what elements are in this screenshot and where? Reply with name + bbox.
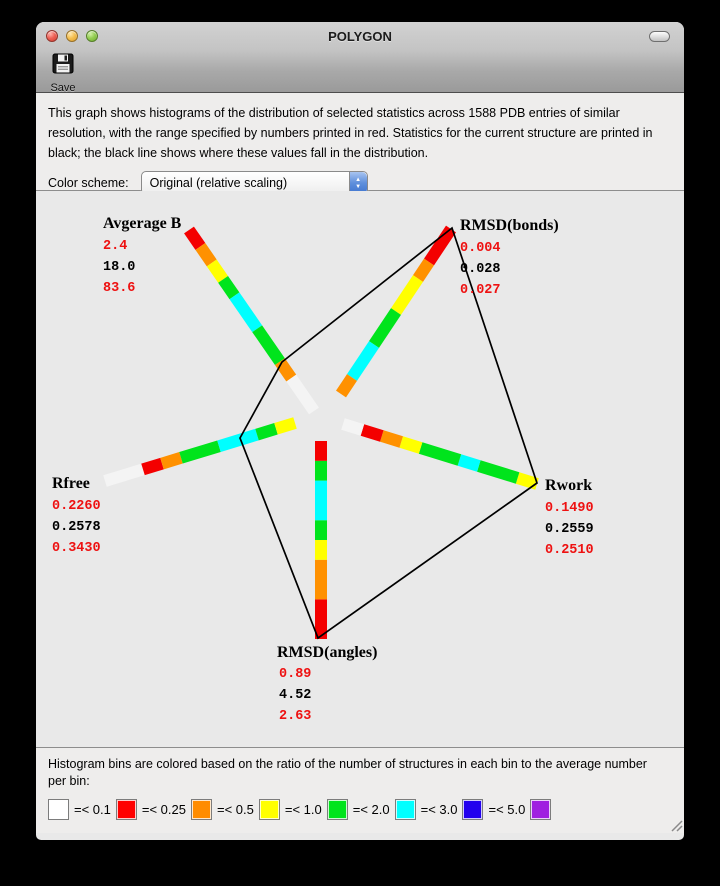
save-icon: [50, 52, 76, 81]
histogram-bin: [401, 442, 420, 448]
legend-bin-label: =< 2.0: [352, 802, 390, 817]
axis-label: Avgerage B: [103, 215, 182, 232]
histogram-bin: [343, 424, 362, 430]
histogram-bin: [276, 423, 295, 429]
legend-swatch: [462, 799, 483, 820]
legend-bin-label: =< 3.0: [420, 802, 458, 817]
histogram-bin: [421, 448, 460, 460]
axis-label: RMSD(angles): [277, 644, 378, 661]
histogram-bin: [162, 458, 181, 464]
histogram-bin: [418, 262, 429, 279]
save-button[interactable]: [44, 52, 82, 94]
color-scheme-label: Color scheme:: [48, 176, 129, 190]
legend-swatch: [48, 799, 69, 820]
axis-max-value: 0.3430: [52, 541, 101, 556]
titlebar: [36, 22, 684, 50]
histogram-bin: [200, 246, 211, 262]
legend-bin-label: =< 0.25: [141, 802, 186, 817]
axis-label: Rwork: [545, 477, 593, 494]
dropdown-stepper-icon: ▲ ▼: [349, 172, 367, 194]
histogram-bin: [257, 429, 276, 435]
legend-swatch: [327, 799, 348, 820]
description-panel: [36, 93, 684, 191]
description-text: This graph shows histograms of the distribution of selected statistics across 1588 PDB entries of similar resolution, with the range specified by numbers printed in red. Statistics for the current structure are printed in black; the black line shows where these values fall in the distribution.: [48, 106, 653, 160]
axis-max-value: 0.2510: [545, 543, 594, 558]
axis-current-value: 0.028: [460, 262, 501, 277]
histogram-bin: [143, 464, 162, 470]
histogram-bin: [291, 378, 314, 411]
axis-current-value: 0.2559: [545, 522, 594, 537]
axis-min-value: 0.004: [460, 241, 501, 256]
color-scheme-value: Original (relative scaling): [149, 176, 288, 190]
histogram-bin: [212, 263, 223, 279]
legend-swatch: [191, 799, 212, 820]
legend-bin-label: =< 0.1: [74, 802, 111, 817]
legend-swatch: [530, 799, 551, 820]
axis-min-value: 0.89: [279, 667, 312, 682]
polygon-window: [36, 22, 684, 840]
axis-min-value: 0.1490: [545, 501, 594, 516]
legend-swatch: [116, 799, 137, 820]
axis-max-value: 0.027: [460, 283, 501, 298]
histogram-bin: [429, 229, 451, 262]
axis-min-value: 0.2260: [52, 499, 101, 514]
axis-current-value: 0.2578: [52, 520, 101, 535]
histogram-bin: [189, 230, 200, 246]
legend-bin-label: =< 1.0: [284, 802, 322, 817]
legend-panel: [36, 748, 684, 833]
histogram-bin: [459, 460, 478, 466]
legend-bin-label: =< 5.0: [488, 802, 526, 817]
histogram-bin: [382, 436, 401, 442]
axis-current-value: 18.0: [103, 260, 136, 275]
legend-swatch: [395, 799, 416, 820]
toolbar-toggle-button[interactable]: [649, 31, 670, 42]
histogram-bin: [479, 466, 518, 478]
histogram-bin: [257, 329, 280, 362]
histogram-bin: [362, 430, 381, 436]
axis-min-value: 2.4: [103, 239, 128, 254]
legend-bin-label: =< 0.5: [216, 802, 254, 817]
histogram-bin: [219, 435, 257, 447]
histogram-bin: [105, 469, 143, 481]
histogram-bin: [396, 279, 418, 312]
legend-bins-row: [48, 799, 672, 820]
legend-text: Histogram bins are colored based on the ratio of the number of structures in each bin to the average number per bin:: [48, 757, 647, 788]
save-label: Save: [50, 82, 76, 94]
histogram-bin: [374, 312, 396, 345]
axis-max-value: 83.6: [103, 281, 136, 296]
polygon-plot: [36, 191, 684, 748]
histogram-bin: [518, 478, 537, 484]
axis-current-value: 4.52: [279, 688, 312, 703]
histogram-bin: [352, 345, 374, 378]
histogram-bin: [181, 446, 219, 458]
window-title: POLYGON: [328, 29, 392, 44]
axis-label: RMSD(bonds): [460, 217, 559, 234]
axis-label: Rfree: [52, 475, 90, 492]
window-header: [36, 22, 684, 93]
legend-swatch: [259, 799, 280, 820]
histogram-bin: [341, 378, 352, 395]
histogram-bin: [234, 296, 257, 329]
histogram-bin: [223, 279, 234, 295]
resize-grip[interactable]: [669, 818, 683, 832]
axis-max-value: 2.63: [279, 709, 312, 724]
